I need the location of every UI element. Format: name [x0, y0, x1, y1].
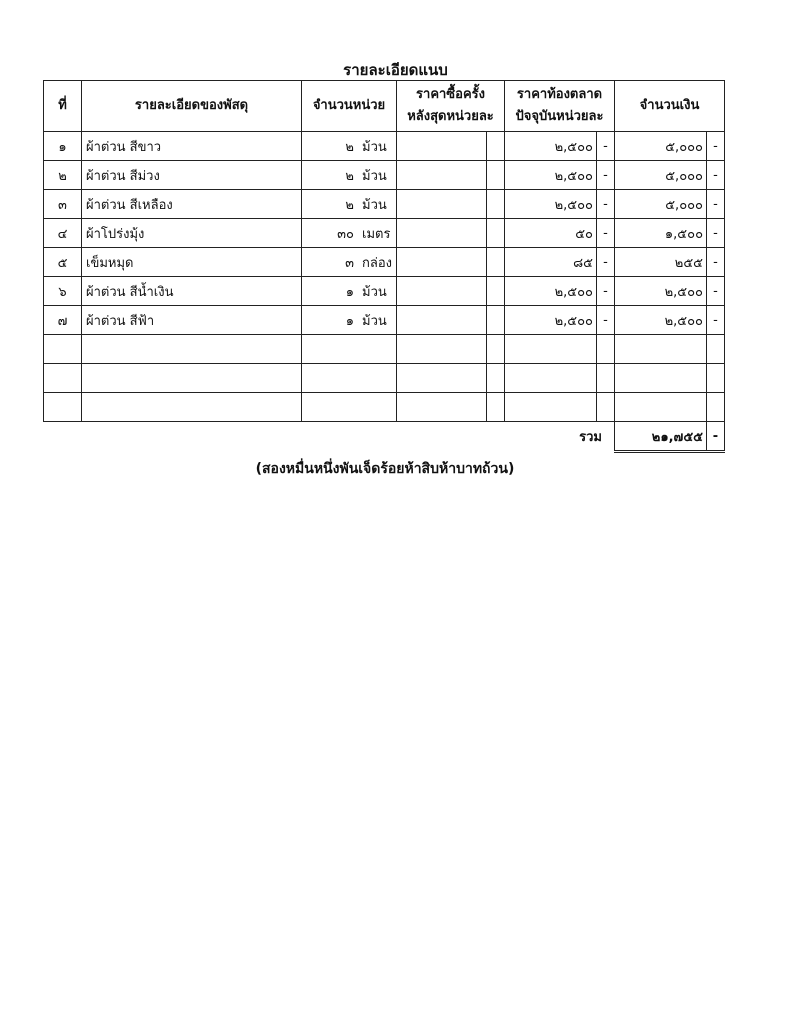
item-quantity — [302, 335, 397, 364]
last-price-satang — [487, 190, 505, 219]
last-price — [397, 277, 487, 306]
header-quantity: จำนวนหน่วย — [302, 81, 397, 132]
item-quantity — [302, 277, 397, 306]
table-row — [44, 306, 725, 335]
table-row — [44, 190, 725, 219]
total-amount: ๒๑,๗๕๕ — [615, 422, 707, 452]
row-number — [44, 364, 82, 393]
header-amount: จำนวนเงิน — [615, 81, 725, 132]
amount: ๒,๕๐๐ — [615, 277, 707, 306]
table-row — [44, 335, 725, 364]
row-number: ๓ — [44, 190, 82, 219]
last-price — [397, 393, 487, 422]
amount-satang — [707, 335, 725, 364]
amount-satang: - — [707, 277, 725, 306]
market-price-satang: - — [597, 277, 615, 306]
market-price: ๕๐ — [505, 219, 597, 248]
market-price-satang: - — [597, 306, 615, 335]
row-number — [44, 335, 82, 364]
item-detail: ผ้าต่วน สีน้ำเงิน — [82, 277, 302, 306]
header-market-price-line1: ราคาท้องตลาด — [516, 87, 603, 102]
quantity-value: ๑ — [345, 313, 354, 329]
last-price-satang — [487, 306, 505, 335]
item-quantity — [302, 161, 397, 190]
quantity-value: ๒ — [345, 168, 354, 184]
amount — [615, 393, 707, 422]
item-detail: ผ้าต่วน สีขาว — [82, 132, 302, 161]
last-price-satang — [487, 132, 505, 161]
item-detail: เข็มหมุด — [82, 248, 302, 277]
total-row — [44, 422, 725, 452]
market-price: ๒,๕๐๐ — [505, 190, 597, 219]
market-price-satang — [597, 393, 615, 422]
item-detail: ผ้าต่วน สีเหลือง — [82, 190, 302, 219]
last-price-satang — [487, 248, 505, 277]
amount-satang: - — [707, 132, 725, 161]
market-price-satang: - — [597, 132, 615, 161]
last-price — [397, 306, 487, 335]
amount-satang: - — [707, 161, 725, 190]
table-row — [44, 161, 725, 190]
quantity-value: ๓๐ — [337, 226, 354, 242]
market-price-satang: - — [597, 248, 615, 277]
row-number: ๕ — [44, 248, 82, 277]
item-quantity — [302, 248, 397, 277]
item-detail: ผ้าต่วน สีฟ้า — [82, 306, 302, 335]
quantity-unit: ม้วน — [362, 284, 387, 300]
market-price: ๒,๕๐๐ — [505, 132, 597, 161]
last-price — [397, 132, 487, 161]
market-price-satang — [597, 335, 615, 364]
market-price: ๘๕ — [505, 248, 597, 277]
header-detail: รายละเอียดของพัสดุ — [82, 81, 302, 132]
row-number: ๒ — [44, 161, 82, 190]
last-price — [397, 364, 487, 393]
table-row — [44, 132, 725, 161]
market-price: ๒,๕๐๐ — [505, 161, 597, 190]
last-price-satang — [487, 364, 505, 393]
quantity-unit: ม้วน — [362, 197, 387, 213]
amount-satang: - — [707, 248, 725, 277]
table-row — [44, 248, 725, 277]
amount — [615, 364, 707, 393]
market-price — [505, 393, 597, 422]
last-price — [397, 161, 487, 190]
table-row — [44, 277, 725, 306]
amount: ๑,๕๐๐ — [615, 219, 707, 248]
quantity-unit: ม้วน — [362, 168, 387, 184]
last-price-satang — [487, 219, 505, 248]
market-price-satang: - — [597, 219, 615, 248]
detail-table — [43, 80, 725, 453]
header-last-price-line2: หลังสุดหน่วยละ — [407, 109, 494, 124]
amount-satang: - — [707, 190, 725, 219]
last-price-satang — [487, 277, 505, 306]
market-price-satang: - — [597, 161, 615, 190]
item-detail — [82, 335, 302, 364]
item-quantity — [302, 190, 397, 219]
last-price — [397, 190, 487, 219]
amount: ๒,๕๐๐ — [615, 306, 707, 335]
amount: ๕,๐๐๐ — [615, 132, 707, 161]
item-detail — [82, 364, 302, 393]
header-no: ที่ — [44, 81, 82, 132]
last-price-satang — [487, 335, 505, 364]
table-body — [44, 132, 725, 422]
item-quantity — [302, 393, 397, 422]
item-quantity — [302, 306, 397, 335]
item-detail: ผ้าโปร่งมุ้ง — [82, 219, 302, 248]
quantity-unit: กล่อง — [362, 255, 392, 271]
header-last-price — [397, 81, 505, 132]
amount: ๒๕๕ — [615, 248, 707, 277]
header-market-price-line2: ปัจจุบันหน่วยละ — [515, 109, 604, 124]
market-price — [505, 364, 597, 393]
header-market-price — [505, 81, 615, 132]
last-price-satang — [487, 161, 505, 190]
page-title: รายละเอียดแนบ — [343, 61, 448, 79]
header-row — [44, 81, 725, 132]
market-price-satang — [597, 364, 615, 393]
quantity-value: ๑ — [345, 284, 354, 300]
item-quantity — [302, 364, 397, 393]
amount-satang: - — [707, 219, 725, 248]
last-price — [397, 335, 487, 364]
amount-satang — [707, 393, 725, 422]
amount-satang — [707, 364, 725, 393]
item-detail: ผ้าต่วน สีม่วง — [82, 161, 302, 190]
quantity-value: ๒ — [345, 139, 354, 155]
market-price — [505, 335, 597, 364]
last-price — [397, 248, 487, 277]
row-number: ๗ — [44, 306, 82, 335]
item-detail — [82, 393, 302, 422]
quantity-unit: ม้วน — [362, 139, 387, 155]
item-quantity — [302, 132, 397, 161]
amount — [615, 335, 707, 364]
quantity-value: ๒ — [345, 197, 354, 213]
row-number: ๑ — [44, 132, 82, 161]
item-quantity — [302, 219, 397, 248]
total-label: รวม — [579, 430, 602, 446]
total-amount-satang: - — [707, 422, 725, 452]
header-last-price-line1: ราคาซื้อครั้ง — [416, 87, 485, 102]
row-number: ๔ — [44, 219, 82, 248]
table-row — [44, 364, 725, 393]
market-price: ๒,๕๐๐ — [505, 277, 597, 306]
table-row — [44, 393, 725, 422]
last-price — [397, 219, 487, 248]
market-price: ๒,๕๐๐ — [505, 306, 597, 335]
quantity-unit: ม้วน — [362, 313, 387, 329]
amount-in-words: (สองหมื่นหนึ่งพันเจ็ดร้อยห้าสิบห้าบาทถ้วน) — [255, 461, 515, 477]
quantity-value: ๓ — [345, 255, 354, 271]
quantity-unit: เมตร — [362, 226, 391, 242]
row-number: ๖ — [44, 277, 82, 306]
amount: ๕,๐๐๐ — [615, 161, 707, 190]
last-price-satang — [487, 393, 505, 422]
amount: ๕,๐๐๐ — [615, 190, 707, 219]
amount-satang: - — [707, 306, 725, 335]
row-number — [44, 393, 82, 422]
market-price-satang: - — [597, 190, 615, 219]
table-row — [44, 219, 725, 248]
